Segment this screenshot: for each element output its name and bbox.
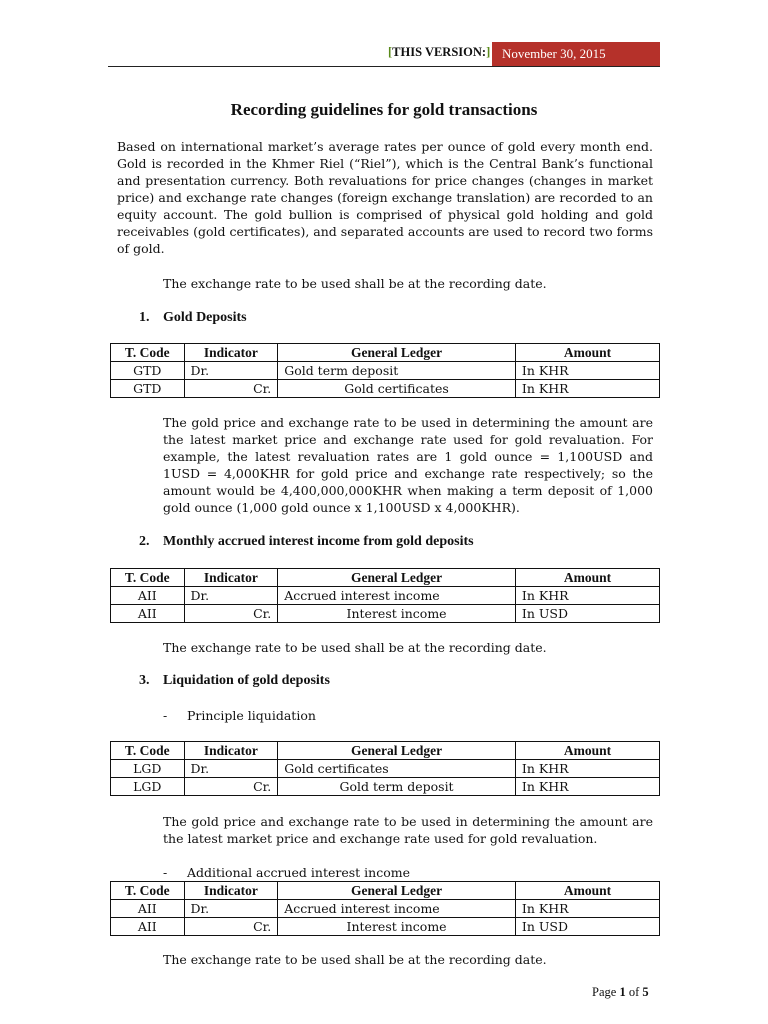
subheading-principle-liquidation: - Principle liquidation: [163, 708, 316, 723]
section-1-heading: 1. Gold Deposits: [139, 310, 247, 325]
table-row: AII Cr. Interest income In USD: [111, 605, 660, 623]
version-label: [THIS VERSION:]: [388, 45, 491, 59]
intro-paragraph: Based on international market’s average rates per ounce of gold every month end. Gold is recorded in the Khmer Riel (“Riel”), which is the Central Bank’s functional and presentation currency. Both revaluations for price changes (changes in market price) and exchange rate changes (foreign exchange translation) are recorded to an equity account. The gold bullion is comprised of physical gold holding and gold receivables (gold certificates), and separated accounts are used to record two forms of gold.: [117, 139, 653, 256]
table-liquidation: [110, 741, 660, 796]
col-tcode: T. Code: [111, 569, 185, 587]
col-ledger: General Ledger: [278, 344, 516, 362]
table-row: GTD Dr. Gold term deposit In KHR: [111, 362, 660, 380]
col-tcode: T. Code: [111, 742, 185, 760]
exchange-note-2: The exchange rate to be used shall be at the recording date.: [163, 640, 547, 655]
table-additional-interest: [110, 881, 660, 936]
col-indicator: Indicator: [184, 882, 278, 900]
col-indicator: Indicator: [184, 742, 278, 760]
liquidation-explanation: The gold price and exchange rate to be used in determining the amount are the latest market price and exchange rate used for gold revaluation.: [163, 814, 653, 846]
table-row: LGD Cr. Gold term deposit In KHR: [111, 778, 660, 796]
table-accrued-interest: [110, 568, 660, 623]
section-3-heading: 3. Liquidation of gold deposits: [139, 673, 330, 688]
col-amount: Amount: [515, 569, 659, 587]
gold-deposit-explanation: The gold price and exchange rate to be used in determining the amount are the latest market price and exchange rate used for gold revaluation. For example, the latest revaluation rates are 1 gold ounce = 1,100USD and 1USD = 4,000KHR for gold price and exchange rate respectively; so the amount would be 4,400,000,000KHR when making a term deposit of 1,000 gold ounce (1,000 gold ounce x 1,100USD x 4,000KHR).: [163, 415, 653, 515]
col-amount: Amount: [515, 742, 659, 760]
table-row: GTD Cr. Gold certificates In KHR: [111, 380, 660, 398]
col-amount: Amount: [515, 882, 659, 900]
document-title: Recording guidelines for gold transactions: [230, 100, 538, 119]
col-ledger: General Ledger: [278, 742, 516, 760]
col-ledger: General Ledger: [278, 882, 516, 900]
table-row: AII Dr. Accrued interest income In KHR: [111, 587, 660, 605]
exchange-note-1: The exchange rate to be used shall be at the recording date.: [163, 276, 547, 291]
section-2-heading: 2. Monthly accrued interest income from gold deposits: [139, 534, 474, 549]
subheading-additional-interest: - Additional accrued interest income: [163, 865, 410, 880]
table-row: LGD Dr. Gold certificates In KHR: [111, 760, 660, 778]
exchange-note-3: The exchange rate to be used shall be at the recording date.: [163, 952, 547, 967]
col-indicator: Indicator: [184, 344, 278, 362]
col-tcode: T. Code: [111, 882, 185, 900]
page-number: Page 1 of 5: [592, 985, 649, 999]
col-tcode: T. Code: [111, 344, 185, 362]
header-rule: [108, 66, 660, 67]
table-gold-deposits: [110, 343, 660, 398]
table-row: AII Dr. Accrued interest income In KHR: [111, 900, 660, 918]
version-date: November 30, 2015: [492, 42, 660, 66]
col-indicator: Indicator: [184, 569, 278, 587]
col-amount: Amount: [515, 344, 659, 362]
table-row: AII Cr. Interest income In USD: [111, 918, 660, 936]
col-ledger: General Ledger: [278, 569, 516, 587]
